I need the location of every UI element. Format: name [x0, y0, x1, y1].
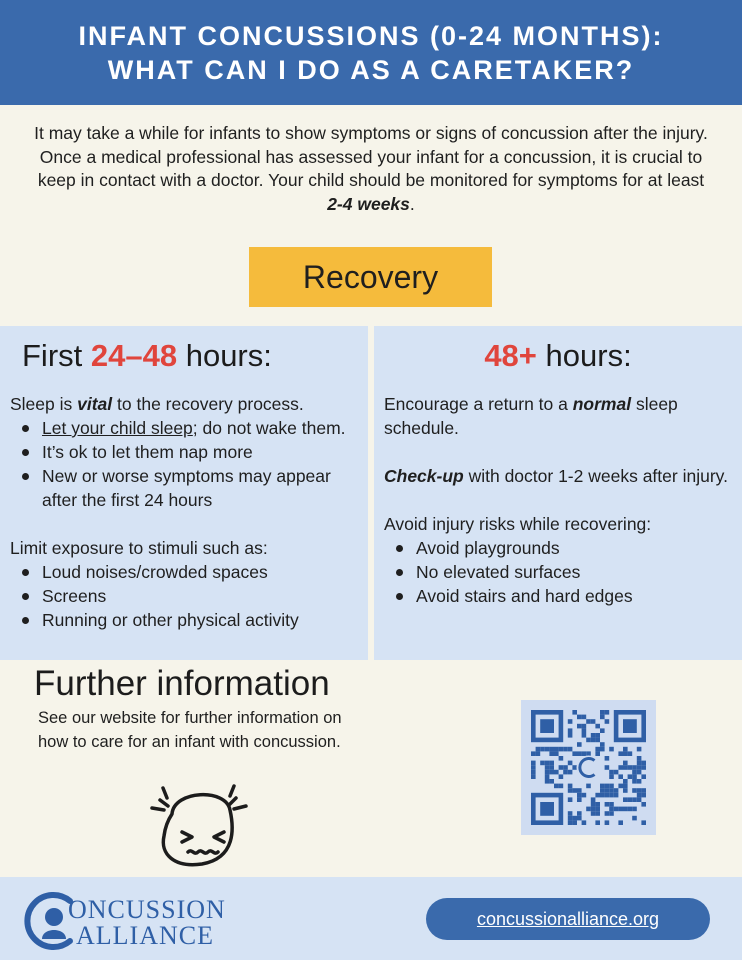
intro-emphasis: 2-4 weeks: [327, 193, 410, 214]
list-item: Avoid playgrounds: [416, 536, 736, 560]
encourage-post: sleep schedule.: [384, 394, 678, 438]
list-item: Screens: [42, 584, 362, 608]
right-title-accent: 48+: [484, 338, 537, 373]
sleep-rest: ; do not wake them.: [192, 418, 346, 438]
website-link[interactable]: concussionalliance.org: [426, 898, 710, 940]
checkup-emphasis: Check-up: [384, 466, 464, 486]
intro-paragraph: [30, 122, 712, 216]
title-line-1: INFANT CONCUSSIONS (0-24 MONTHS):: [78, 20, 664, 51]
checkup-statement: [384, 464, 736, 488]
qr-code-icon[interactable]: [521, 700, 656, 835]
48-plus-hours-panel: [374, 326, 742, 660]
list-item: [42, 416, 362, 440]
sleep-underlined: Let your child sleep: [42, 418, 193, 438]
intro-text: It may take a while for infants to show symptoms or signs of concussion after the injury. Once a medical professional has assessed your infant for a concussion, it is crucial to keep in contact with a doctor. Your child should be monitored for symptoms for at least: [34, 123, 708, 190]
sleep-list: [10, 416, 362, 512]
limit-statement: Limit exposure to stimuli such as:: [10, 538, 268, 558]
stimuli-list: [10, 560, 362, 632]
left-panel-body: [10, 392, 362, 632]
encourage-statement: [384, 392, 736, 440]
concussion-alliance-logo-text: [68, 897, 226, 949]
title-banner: [0, 0, 742, 105]
list-item: New or worse symptoms may appear after the first 24 hours: [42, 464, 362, 512]
left-panel-title: [0, 338, 368, 374]
further-info-title: Further information: [34, 664, 330, 703]
intro-end: .: [409, 193, 415, 214]
right-panel-body: [384, 392, 736, 608]
sleep-pre: Sleep is: [10, 394, 78, 414]
list-item: Running or other physical activity: [42, 608, 362, 632]
further-info-text: See our website for further information on how to care for an infant with concussion.: [38, 709, 342, 751]
risks-list: [384, 536, 736, 608]
title-line-2: WHAT CAN I DO AS A CARETAKER?: [107, 54, 635, 85]
list-item: Avoid stairs and hard edges: [416, 584, 736, 608]
encourage-pre: Encourage a return to a: [384, 394, 573, 414]
right-panel-title: [374, 338, 742, 374]
sleep-statement: [10, 392, 362, 416]
right-title-suffix: hours:: [536, 338, 632, 373]
sleep-post: to the recovery process.: [112, 394, 304, 414]
left-title-accent: 24–48: [90, 338, 178, 373]
sleep-emphasis: vital: [77, 394, 113, 414]
left-title-prefix: First: [22, 338, 91, 373]
qr-code-graphic: [521, 700, 656, 835]
avoid-statement: Avoid injury risks while recovering:: [384, 514, 652, 534]
checkup-post: with doctor 1-2 weeks after injury.: [463, 466, 728, 486]
logo-line-1: ONCUSSION: [68, 895, 226, 924]
first-24-48-hours-panel: [0, 326, 368, 660]
encourage-emphasis: normal: [572, 394, 632, 414]
list-item: It’s ok to let them nap more: [42, 440, 362, 464]
left-title-suffix: hours:: [177, 338, 272, 373]
logo-line-2: ALLIANCE: [76, 921, 214, 950]
distressed-face-icon: [130, 776, 270, 872]
list-item: No elevated surfaces: [416, 560, 736, 584]
recovery-banner: Recovery: [249, 247, 492, 307]
list-item: Loud noises/crowded spaces: [42, 560, 362, 584]
